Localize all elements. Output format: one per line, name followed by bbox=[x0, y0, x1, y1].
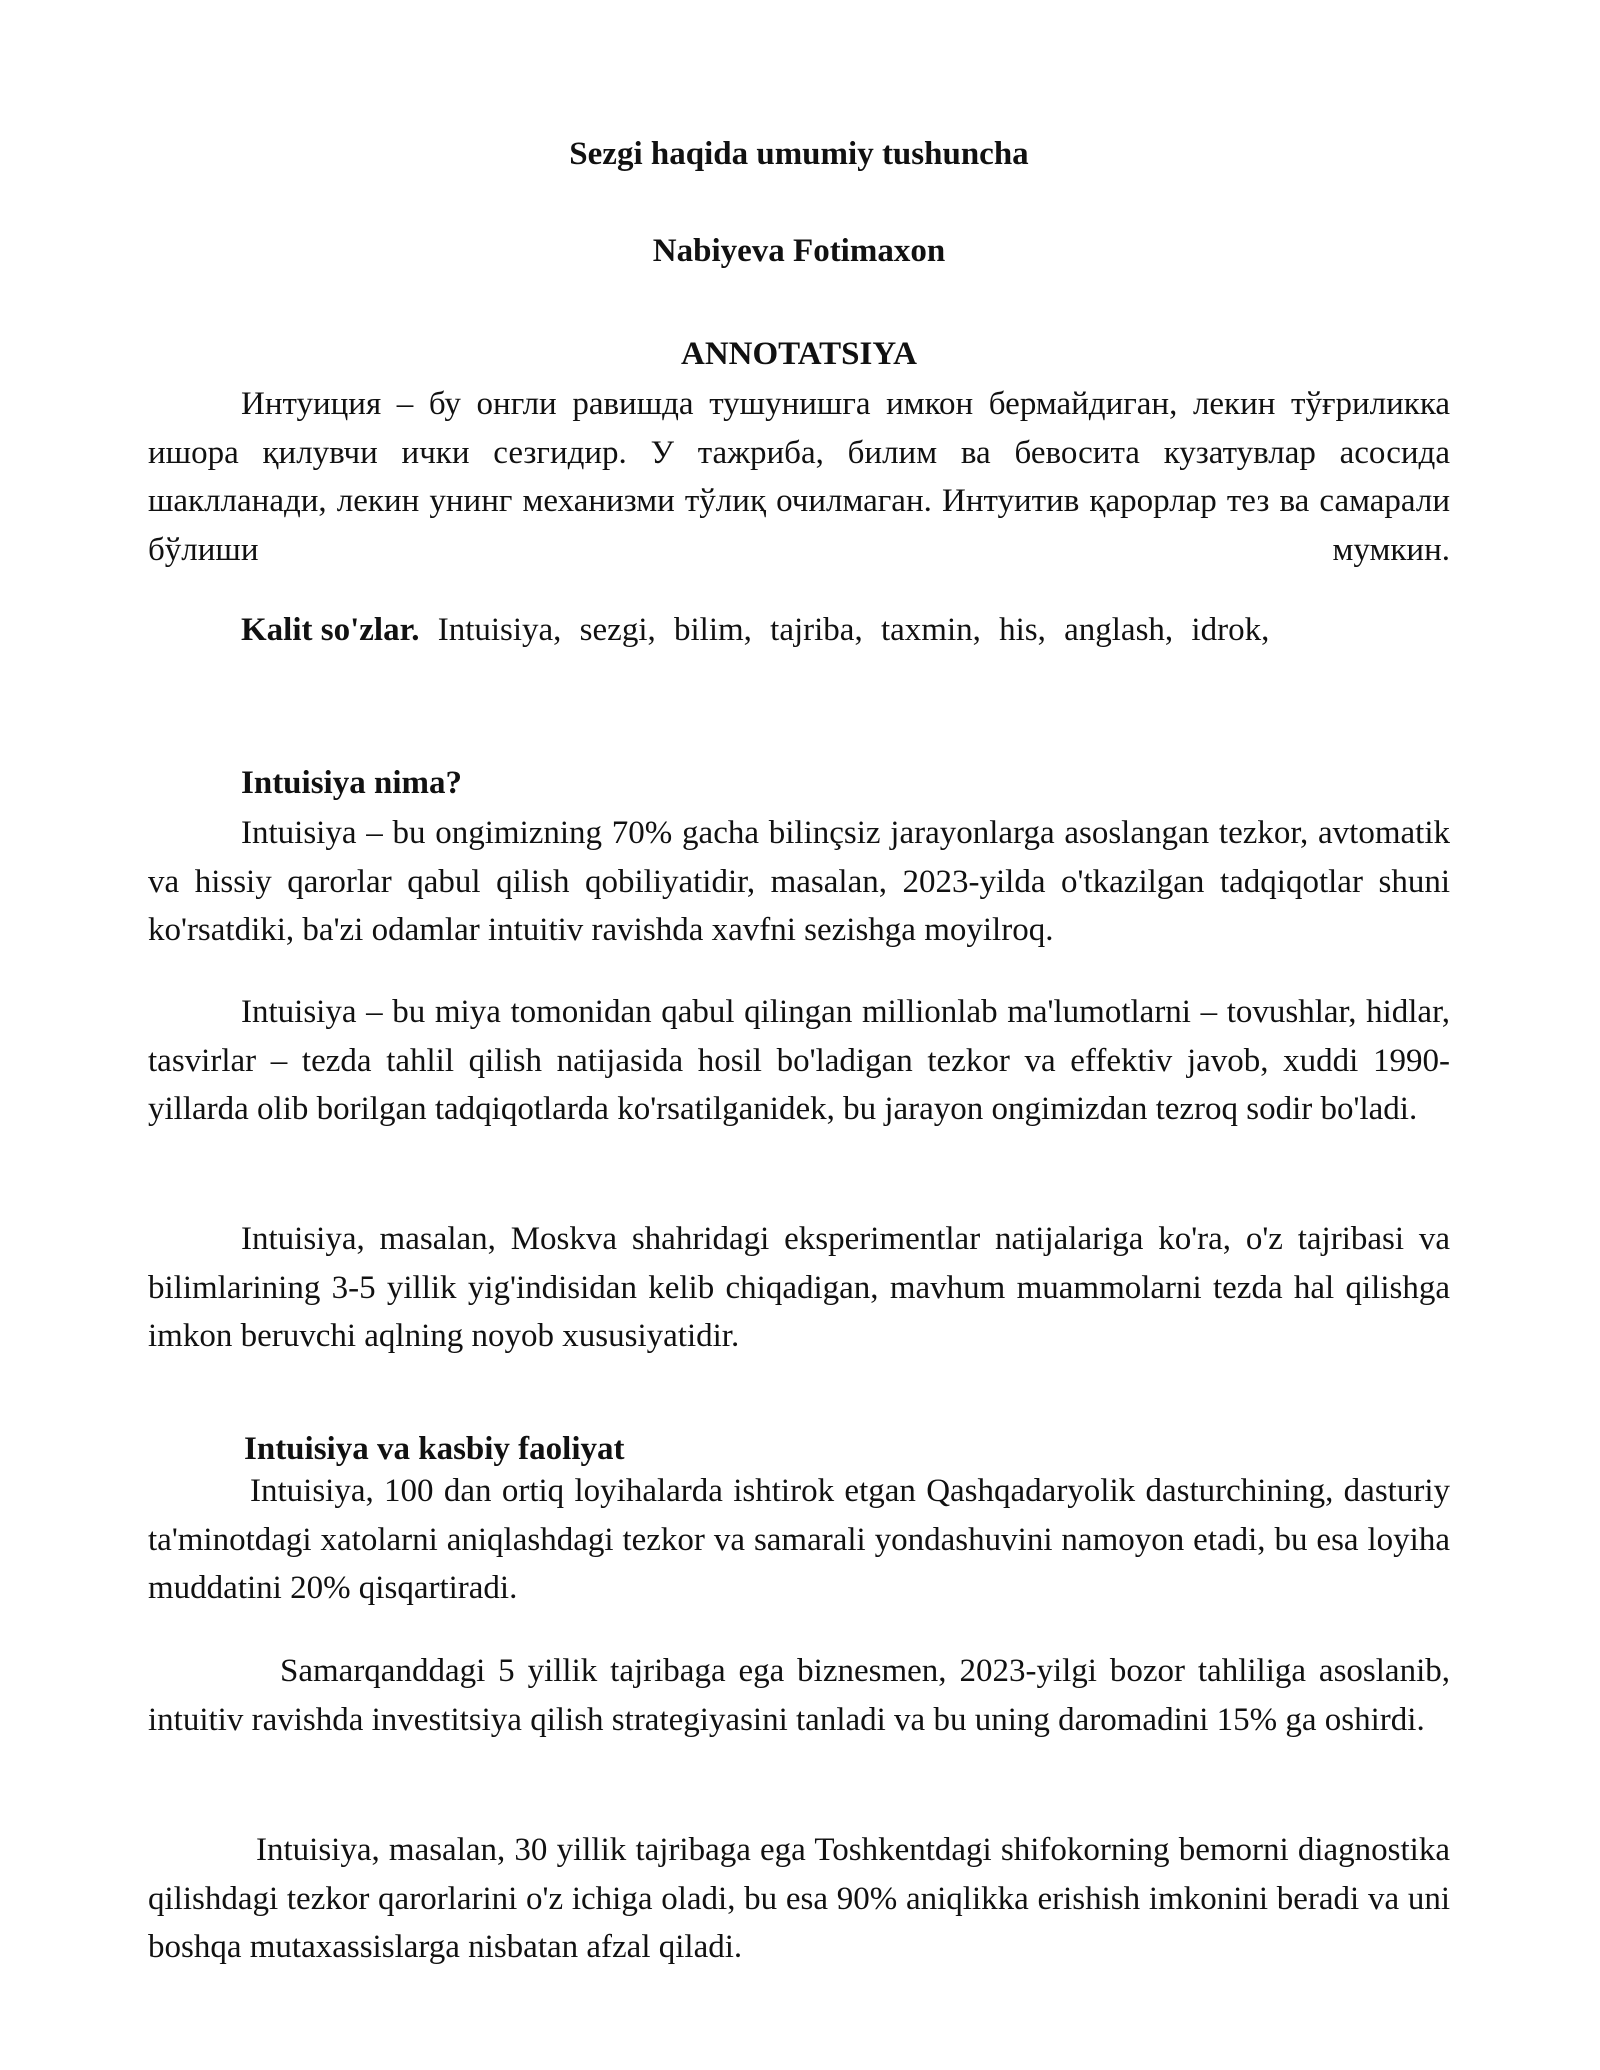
section1-paragraph-1: Intuisiya – bu ongimizning 70% gacha bilinçsiz jarayonlarga asoslangan tezkor, avtomatik va hissiy qarorlar qabul qilish qobiliyatidir, masalan, 2023-yilda o'tkazilgan tadqiqotlar shuni ko'rsatdiki, ba'zi odamlar intuitiv ravishda xavfni sezishga moyilroq. bbox=[148, 815, 1450, 948]
keywords-text: Intuisiya, sezgi, bilim, tajriba, taxmin, his, anglash, idrok, bbox=[419, 612, 1270, 648]
section-heading-intuisiya-nima: Intuisiya nima? bbox=[241, 765, 462, 801]
section2-paragraph-2: Samarqanddagi 5 yillik tajribaga ega biznesmen, 2023-yilgi bozor tahliliga asoslanib, intuitiv ravishda investitsiya qilish strategiyasini tanladi va bu uning daromadini 15% ga oshirdi. bbox=[148, 1653, 1450, 1738]
document-author: Nabiyeva Fotimaxon bbox=[652, 233, 946, 269]
keywords-label: Kalit so'zlar. bbox=[241, 612, 420, 648]
document-title: Sezgi haqida umumiy tushuncha bbox=[569, 136, 1029, 172]
section1-paragraph-3: Intuisiya, masalan, Moskva shahridagi eksperimentlar natijalariga ko'ra, o'z tajribasi va bilimlarining 3-5 yillik yig'indisidan kelib chiqadigan, mavhum muammolarni tezda hal qilishga imkon beruvchi aqlning noyob xususiyatidir. bbox=[148, 1221, 1450, 1354]
section2-paragraph-1: Intuisiya, 100 dan ortiq loyihalarda ishtirok etgan Qashqadaryolik dasturchining, dasturiy ta'minotdagi xatolarni aniqlashdagi tezkor va samarali yondashuvini namoyon etadi, bu esa loyiha muddatini 20% qisqartiradi. bbox=[148, 1473, 1450, 1606]
annotation-paragraph: Интуиция – бу онгли равишда тушунишга имкон бермайдиган, лекин тўғриликка ишора қилувчи ички сезгидир. У тажриба, билим ва бевосита кузатувлар асосида шаклланади, лекин унинг механизми тўлиқ очилмаган. Интуитив қарорлар тез ва самарали бўлиши мумкин. bbox=[148, 386, 1450, 568]
section1-paragraph-2: Intuisiya – bu miya tomonidan qabul qilingan millionlab ma'lumotlarni – tovushlar, hidlar, tasvirlar – tezda tahlil qilish natijasida hosil bo'ladigan tezkor va effektiv javob, xuddi 1990-yillarda olib borilgan tadqiqotlarda ko'rsatilganidek, bu jarayon ongimizdan tezroq sodir bo'ladi. bbox=[148, 994, 1450, 1127]
keywords-line bbox=[148, 606, 1450, 655]
section-heading-kasbiy-faoliyat: Intuisiya va kasbiy faoliyat bbox=[244, 1431, 625, 1467]
section2-paragraph-3: Intuisiya, masalan, 30 yillik tajribaga ega Toshkentdagi shifokorning bemorni diagnostika qilishdagi tezkor qarorlarini o'z ichiga oladi, bu esa 90% aniqlikka erishish imkonini beradi va uni boshqa mutaxassislarga nisbatan afzal qiladi. bbox=[148, 1832, 1450, 1965]
annotation-heading: ANNOTATSIYA bbox=[681, 336, 917, 372]
